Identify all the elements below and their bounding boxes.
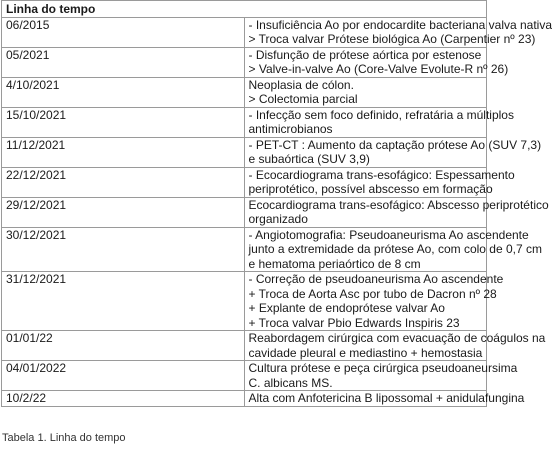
table-row [2,361,487,391]
event-line: Ecocardiograma trans-esofágico: Abscesso periprotético [248,197,549,212]
event-line: - PET-CT : Aumento da captação prótese Ao (SUV 7,3) [248,137,542,152]
event-cell [244,167,515,197]
event-line: > Troca valvar Prótese biológica Ao (Carpentier nº 23) [248,32,536,46]
event-line: organizado [248,212,308,226]
event-cell [244,77,487,107]
event-line: Cultura prótese e peça cirúrgica pseudoaneursima [248,361,518,375]
event-line: cavidade pleural e mediastino + hemostasia [248,345,483,360]
table-row [2,107,487,137]
table-row [2,197,487,227]
event-line: periprotético, possível abscesso em formação [248,182,493,196]
date-cell: 05/2021 [2,47,245,77]
event-line: C. albicans MS. [248,375,333,390]
date-cell: 29/12/2021 [2,197,245,227]
date-cell: 31/12/2021 [2,272,245,331]
event-cell [244,361,518,391]
event-cell [244,17,552,47]
event-line: e subaórtica (SUV 3,9) [248,152,370,166]
table-row [2,331,487,361]
event-line: Neoplasia de cólon. [248,77,354,92]
table-row [2,272,487,331]
event-line: + Troca de Aorta Asc por tubo de Dacron nº 28 [248,286,497,301]
date-cell: 4/10/2021 [2,77,245,107]
event-cell [244,391,525,407]
table-header: Linha do tempo [2,1,487,18]
event-line: e hematoma periaórtico de 8 cm [248,256,421,271]
event-line: antimicrobianos [248,122,333,136]
table-row [2,391,487,407]
event-line: + Explante de endoprótese valvar Ao [248,301,445,315]
date-cell: 04/01/2022 [2,361,245,391]
event-cell [244,137,542,167]
event-cell [244,227,543,272]
table-row [2,47,487,77]
event-line: - Insuficiência Ao por endocardite bacteriana valva nativa [248,17,552,32]
header-row [2,1,487,18]
event-cell [244,197,549,227]
event-line: Reabordagem cirúrgica com evacuação de coágulos na [248,331,546,345]
event-line: + Troca valvar Pbio Edwards Inspiris 23 [248,315,460,330]
date-cell: 11/12/2021 [2,137,245,167]
event-line: - Correção de pseudoaneurisma Ao ascendente [248,272,504,286]
date-cell: 01/01/22 [2,331,245,361]
table-row [2,77,487,107]
event-line: - Disfunção de prótese aórtica por estenose [248,47,482,62]
date-cell: 22/12/2021 [2,167,245,197]
event-line: > Colectomia parcial [248,92,358,106]
table-row [2,227,487,272]
event-cell [244,331,546,361]
date-cell: 30/12/2021 [2,227,245,272]
date-cell: 06/2015 [2,17,245,47]
event-line: Alta com Anfotericina B lipossomal + anidulafungina [248,391,525,405]
event-line: junto a extremidade da prótese Ao, com colo de 0,7 cm [248,242,543,256]
event-line: > Valve-in-valve Ao (Core-Valve Evolute-R nº 26) [248,62,509,76]
table-row [2,137,487,167]
event-line: - Infecção sem foco definido, refratária a múltiplos [248,107,514,122]
event-cell [244,47,509,77]
timeline-table [1,0,552,407]
table-row [2,17,487,47]
date-cell: 15/10/2021 [2,107,245,137]
date-cell: 10/2/22 [2,391,245,407]
table-caption: Tabela 1. Linha do tempo [2,432,126,444]
event-cell [244,107,514,137]
event-line: - Ecocardiograma trans-esofágico: Espessamento [248,167,515,182]
table-row [2,167,487,197]
event-cell [244,272,504,331]
event-line: - Angiotomografia: Pseudoaneurisma Ao ascendente [248,227,529,242]
